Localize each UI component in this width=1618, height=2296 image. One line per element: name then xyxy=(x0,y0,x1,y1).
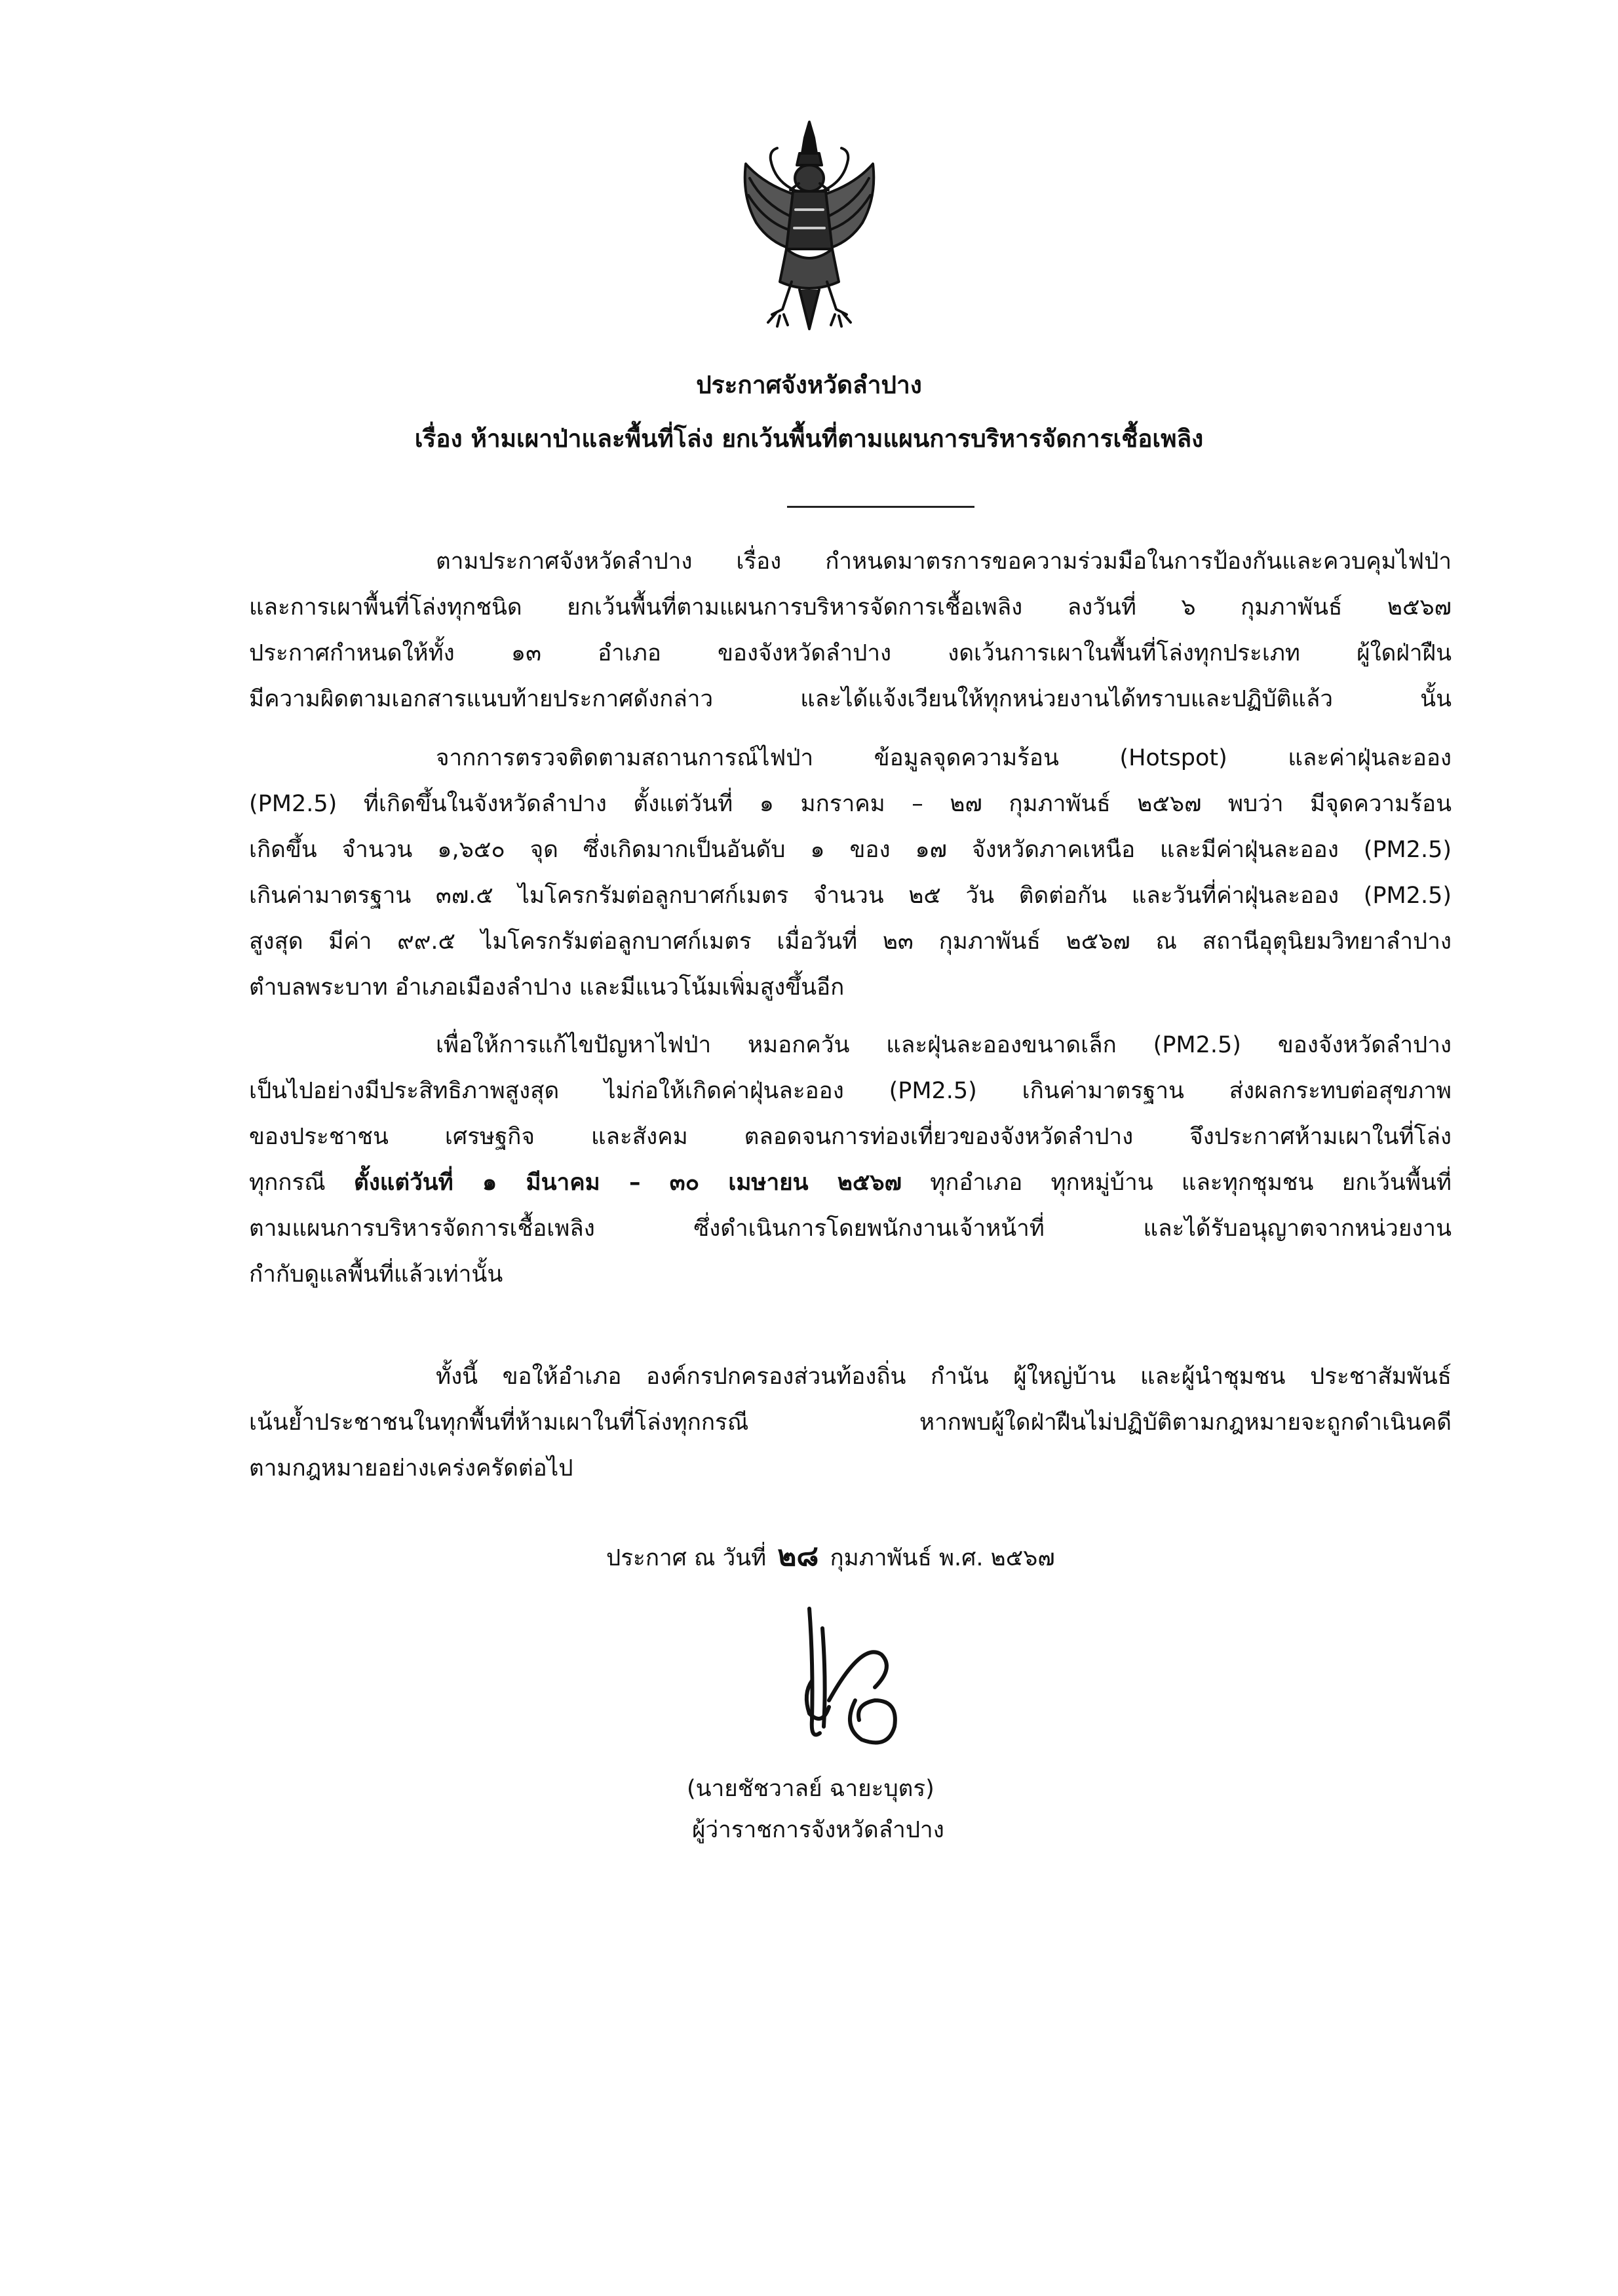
line-text: ทุกอำเภอ ทุกหมู่บ้าน และทุกชุมชน ยกเว้นพื้นที่ xyxy=(930,1170,1452,1196)
paragraph-line: เพื่อให้การแก้ไขปัญหาไฟป่า หมอกควัน และฝุ่นละอองขนาดเล็ก (PM2.5) ของจังหวัดลำปาง xyxy=(436,1032,1452,1058)
paragraph-line: เกิดขึ้น จำนวน ๑,๖๕๐ จุด ซึ่งเกิดมากเป็นอันดับ ๑ ของ ๑๗ จังหวัดภาคเหนือ และมีค่าฝุ่นละออง (PM2.5) xyxy=(249,837,1452,863)
paragraph-line: ตำบลพระบาท อำเภอเมืองลำปาง และมีแนวโน้มเพิ่มสูงขึ้นอีก xyxy=(249,974,845,1001)
paragraph-line: ประกาศกำหนดให้ทั้ง ๑๓ อำเภอ ของจังหวัดลำปาง งดเว้นการเผาในพื้นที่โล่งทุกประเภท ผู้ใดฝ่าฝืน xyxy=(249,640,1452,666)
paragraph-line: เป็นไปอย่างมีประสิทธิภาพสูงสุด ไม่ก่อให้เกิดค่าฝุ่นละออง (PM2.5) เกินค่ามาตรฐาน ส่งผลกระทบต่อสุขภาพ xyxy=(249,1078,1452,1104)
paragraph-line: (PM2.5) ที่เกิดขึ้นในจังหวัดลำปาง ตั้งแต่วันที่ ๑ มกราคม – ๒๗ กุมภาพันธ์ ๒๕๖๗ พบว่า มีจุดความร้อน xyxy=(249,791,1452,817)
paragraph-line: ตามประกาศจังหวัดลำปาง เรื่อง กำหนดมาตรการขอความร่วมมือในการป้องกันและควบคุมไฟป่า xyxy=(436,548,1452,575)
announcement-date xyxy=(606,1533,1055,1581)
document-subject: เรื่อง ห้ามเผาป่าและพื้นที่โล่ง ยกเว้นพื้นที่ตามแผนการบริหารจัดการเชื้อเพลิง xyxy=(414,425,1204,453)
signer-name: (นายชัชวาลย์ ฉายะบุตร) xyxy=(687,1776,934,1802)
document-title: ประกาศจังหวัดลำปาง xyxy=(696,371,922,399)
handwritten-signature-icon xyxy=(783,1602,934,1766)
signer-position: ผู้ว่าราชการจังหวัดลำปาง xyxy=(692,1817,944,1843)
paragraph-line-with-dates xyxy=(249,1160,1452,1206)
paragraph-2 xyxy=(249,735,1452,1010)
title-divider xyxy=(787,506,974,508)
paragraph-line: ของประชาชน เศรษฐกิจ และสังคม ตลอดจนการท่องเที่ยวของจังหวัดลำปาง จึงประกาศห้ามเผาในที่โล่ง xyxy=(249,1124,1452,1150)
paragraph-line: เกินค่ามาตรฐาน ๓๗.๕ ไมโครกรัมต่อลูกบาศก์เมตร จำนวน ๒๕ วัน ติดต่อกัน และวันที่ค่าฝุ่นละออง (PM2.5) xyxy=(249,883,1452,909)
announce-prefix: ประกาศ ณ วันที่ xyxy=(606,1545,767,1571)
ban-period-dates: ตั้งแต่วันที่ ๑ มีนาคม – ๓๐ เมษายน ๒๕๖๗ xyxy=(353,1170,902,1196)
paragraph-line: เน้นย้ำประชาชนในทุกพื้นที่ห้ามเผาในที่โล่งทุกกรณี หากพบผู้ใดฝ่าฝืนไม่ปฏิบัติตามกฎหมายจะถูกดำเนินคดี xyxy=(249,1409,1452,1436)
paragraph-line: ทั้งนี้ ขอให้อำเภอ องค์กรปกครองส่วนท้องถิ่น กำนัน ผู้ใหญ่บ้าน และผู้นำชุมชน ประชาสัมพันธ์ xyxy=(436,1364,1452,1390)
paragraph-line: กำกับดูแลพื้นที่แล้วเท่านั้น xyxy=(249,1261,503,1288)
announce-day: ๒๘ xyxy=(777,1539,819,1573)
paragraph-line: ตามแผนการบริหารจัดการเชื้อเพลิง ซึ่งดำเนินการโดยพนักงานเจ้าหน้าที่ และได้รับอนุญาตจากหน่วยงาน xyxy=(249,1215,1452,1242)
paragraph-line: มีความผิดตามเอกสารแนบท้ายประกาศดังกล่าว และได้แจ้งเวียนให้ทุกหน่วยงานได้ทราบและปฏิบัติแล้ว นั้น xyxy=(249,686,1452,712)
paragraph-line: จากการตรวจติดตามสถานการณ์ไฟป่า ข้อมูลจุดความร้อน (Hotspot) และค่าฝุ่นละออง xyxy=(436,745,1452,771)
paragraph-1 xyxy=(249,539,1452,722)
garuda-emblem-icon xyxy=(737,118,882,334)
announce-month-year: กุมภาพันธ์ พ.ศ. ๒๕๖๗ xyxy=(830,1545,1055,1571)
paragraph-3 xyxy=(249,1022,1452,1297)
paragraph-4 xyxy=(249,1354,1452,1491)
line-text: ทุกกรณี xyxy=(249,1170,326,1196)
paragraph-line: และการเผาพื้นที่โล่งทุกชนิด ยกเว้นพื้นที่ตามแผนการบริหารจัดการเชื้อเพลิง ลงวันที่ ๖ กุมภาพันธ์ ๒๕๖๗ xyxy=(249,594,1452,621)
paragraph-line: ตามกฎหมายอย่างเคร่งครัดต่อไป xyxy=(249,1455,573,1482)
paragraph-line: สูงสุด มีค่า ๙๙.๕ ไมโครกรัมต่อลูกบาศก์เมตร เมื่อวันที่ ๒๓ กุมภาพันธ์ ๒๕๖๗ ณ สถานีอุตุนิยมวิทยาลำปาง xyxy=(249,928,1452,955)
